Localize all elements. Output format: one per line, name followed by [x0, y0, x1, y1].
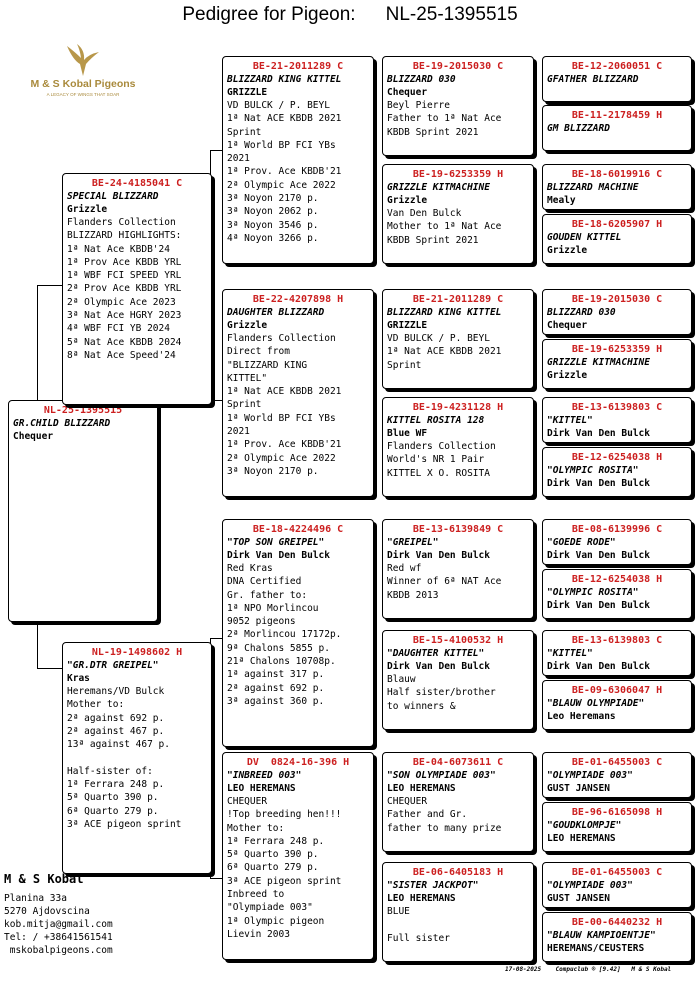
pigeon-name: "GREIPEL" — [387, 537, 439, 548]
pigeon-name: GRIZZLE KITMACHINE — [387, 182, 490, 193]
ring-number: BE-18-4224496 C — [252, 524, 344, 535]
pigeon-card-g3 — [542, 164, 692, 210]
pigeon-detail: 5ª Quarto 390 p. — [227, 849, 319, 861]
pigeon-name: "TOP SON GREIPEL" — [227, 537, 325, 548]
pigeon-detail: CHEQUER — [227, 796, 268, 807]
ring-number: BE-13-6139849 C — [412, 524, 504, 535]
pigeon-name: GRIZZLE KITMACHINE — [547, 357, 650, 368]
pigeon-name: GR.CHILD BLIZZARD — [13, 418, 111, 429]
pigeon-detail: 1ª Prov Ace KBDB YRL — [67, 256, 182, 268]
pigeon-name: SPECIAL BLIZZARD — [67, 191, 159, 202]
pigeon-color: Grizzle — [387, 195, 428, 206]
owner-address — [4, 873, 113, 957]
pigeon-name: KITTEL ROSITA 128 — [387, 415, 485, 426]
owner-phone: Tel: / +38641561541 — [4, 932, 113, 943]
pigeon-card-g14 — [542, 802, 692, 852]
pigeon-detail: BLUE — [387, 906, 410, 917]
pigeon-detail: Mother to: — [227, 822, 285, 834]
pigeon-card-g15 — [542, 862, 692, 908]
pigeon-color: Leo Heremans — [547, 711, 616, 722]
title-ring: NL-25-1395515 — [385, 4, 518, 25]
pigeon-detail — [387, 918, 529, 931]
pigeon-detail: 1ª Nat ACE KBDB 2021 — [227, 386, 342, 398]
ring-number: BE-19-2015030 C — [571, 294, 663, 305]
pigeon-detail: 2021 — [227, 426, 250, 438]
owner-name: M & S Kobal — [4, 872, 84, 886]
ring-number: BE-13-6139803 C — [571, 635, 663, 646]
logo-tagline: A LEGACY OF WINGS THAT SOAR — [46, 92, 120, 97]
pigeon-color: GRIZZLE — [227, 87, 268, 98]
pigeon-card-g12 — [542, 680, 692, 730]
pigeon-name: DAUGHTER BLIZZARD — [227, 307, 325, 318]
ring-number: DV 0824-16-396 H — [246, 757, 350, 768]
pigeon-color: LEO HEREMANS — [227, 783, 296, 794]
ring-number: BE-21-2011289 C — [252, 61, 344, 72]
pigeon-detail: Gr. father to: — [227, 589, 308, 601]
pigeon-color: GRIZZLE — [387, 320, 428, 331]
pigeon-detail: 2ª Morlincou 17172p. — [227, 629, 342, 641]
pigeon-color: HEREMANS/CEUSTERS — [547, 943, 645, 954]
pigeon-name: GFATHER BLIZZARD — [547, 74, 639, 85]
pigeon-detail: !Top breeding hen!!! — [227, 809, 342, 821]
pigeon-detail: Direct from — [227, 346, 290, 358]
pigeon-detail: 3ª against 360 p. — [227, 695, 325, 707]
pigeon-detail: 1ª Nat ACE KBDB 2021 — [387, 346, 502, 358]
pigeon-card-ss — [222, 56, 374, 264]
pigeon-detail: 4ª WBF FCI YB 2024 — [67, 323, 170, 335]
pigeon-card-sds — [382, 289, 534, 389]
pigeon-detail: Half sister/brother — [387, 687, 496, 699]
ring-number: BE-06-6405183 H — [412, 867, 504, 878]
pigeon-card-g6 — [542, 339, 692, 389]
pigeon-card-g13 — [542, 752, 692, 798]
pigeon-color: GUST JANSEN — [547, 893, 610, 904]
pigeon-detail: 6ª Quarto 279 p. — [227, 862, 319, 874]
pigeon-detail: 1ª Olympic pigeon — [227, 915, 325, 927]
pigeon-detail: Flanders Collection — [67, 217, 176, 228]
pigeon-detail: KBDB Sprint 2021 — [387, 234, 479, 246]
pigeon-name: "OLYMPIC ROSITA" — [547, 587, 639, 598]
pigeon-card-sss — [382, 56, 534, 156]
ring-number: BE-01-6455003 C — [571, 867, 663, 878]
pigeon-color: Dirk Van Den Bulck — [547, 478, 650, 489]
pigeon-color: Dirk Van Den Bulck — [387, 661, 490, 672]
pigeon-name: "KITTEL" — [547, 648, 593, 659]
pigeon-name: "OLYMPIADE 003" — [547, 770, 633, 781]
footer: 17-08-2025 Compuclub ® [9.42] M & S Kobal — [505, 966, 672, 973]
pigeon-card-g1 — [542, 56, 692, 102]
pigeon-card-dam — [62, 642, 212, 874]
pigeon-detail: 13ª against 467 p. — [67, 739, 170, 751]
pigeon-detail: Half-sister of: — [67, 765, 153, 777]
pigeon-detail: 3ª Noyon 3546 p. — [227, 219, 319, 231]
pigeon-detail: 5ª Nat Ace KBDB 2024 — [67, 336, 182, 348]
pigeon-name: "OLYMPIC ROSITA" — [547, 465, 639, 476]
pigeon-detail: 9ª Chalons 5855 p. — [227, 642, 330, 654]
pigeon-detail: Flanders Collection — [227, 333, 336, 344]
pigeon-detail: CHEQUER — [387, 796, 428, 807]
pigeon-detail: KITTEL X O. ROSITA — [387, 467, 490, 479]
pigeon-detail: Flanders Collection — [387, 441, 496, 452]
pigeon-detail: 9052 pigeons — [227, 616, 296, 628]
ring-number: BE-22-4207898 H — [252, 294, 344, 305]
pigeon-detail: Beyl Pierre — [387, 100, 450, 111]
pigeon-color: Dirk Van Den Bulck — [387, 550, 490, 561]
pigeon-detail: 1ª Prov. Ace KBDB'21 — [227, 166, 342, 178]
pigeon-card-g9 — [542, 519, 692, 565]
connector — [37, 668, 62, 669]
ring-number: BE-15-4100532 H — [412, 635, 504, 646]
owner-website: mskobalpigeons.com — [4, 945, 113, 956]
ring-number: BE-18-6019916 C — [571, 169, 663, 180]
pigeon-detail: 1ª World BP FCI YBs — [227, 139, 336, 151]
pigeon-card-ddd — [382, 862, 534, 962]
pigeon-card-ssd — [382, 164, 534, 264]
pigeon-color: Dirk Van Den Bulck — [547, 428, 650, 439]
pigeon-color: Blue WF — [387, 428, 428, 439]
connector — [210, 150, 222, 151]
pigeon-detail: 8ª Nat Ace Speed'24 — [67, 349, 176, 361]
pigeon-detail: 1ª Ferrara 248 p. — [227, 835, 325, 847]
title-label: Pedigree for Pigeon: — [182, 4, 356, 25]
pigeon-detail: 1ª Nat Ace KBDB'24 — [67, 243, 170, 255]
ring-number: BE-01-6455003 C — [571, 757, 663, 768]
pigeon-detail: 5ª Quarto 390 p. — [67, 792, 159, 804]
pigeon-detail: 1ª Prov. Ace KBDB'21 — [227, 439, 342, 451]
pigeon-card-g8 — [542, 447, 692, 497]
pigeon-color: GUST JANSEN — [547, 783, 610, 794]
pigeon-detail: KBDB Sprint 2021 — [387, 126, 479, 138]
pigeon-name: BLIZZARD KING KITTEL — [227, 74, 342, 85]
pigeon-detail: 2ª Olympic Ace 2022 — [227, 179, 336, 191]
ring-number: BE-19-6253359 H — [412, 169, 504, 180]
pigeon-detail: Red Kras — [227, 563, 273, 574]
pigeon-detail: 3ª ACE pigeon sprint — [227, 875, 342, 887]
pigeon-card-g11 — [542, 630, 692, 676]
pigeon-name: "BLAUW OLYMPIADE" — [547, 698, 645, 709]
pigeon-card-g10 — [542, 569, 692, 619]
pigeon-color: LEO HEREMANS — [547, 833, 616, 844]
pigeon-name: "SISTER JACKPOT" — [387, 880, 479, 891]
pigeon-color: LEO HEREMANS — [387, 783, 456, 794]
pigeon-detail: "BLIZZARD KING — [227, 359, 308, 371]
pigeon-name: "INBREED 003" — [227, 770, 302, 781]
pigeon-card-g16 — [542, 912, 692, 962]
ring-number: BE-08-6139996 C — [571, 524, 663, 535]
pigeon-detail: 1ª WBF FCI SPEED YRL — [67, 270, 182, 282]
pigeon-detail: 3ª Nat Ace HGRY 2023 — [67, 310, 182, 322]
pigeon-detail: Father and Gr. — [387, 809, 468, 821]
logo-name: M & S Kobal Pigeons — [30, 78, 136, 90]
pigeon-card-g5 — [542, 289, 692, 335]
logo — [28, 40, 138, 100]
pigeon-color: Dirk Van Den Bulck — [547, 550, 650, 561]
pigeon-name: "GOUDKLOMPJE" — [547, 820, 622, 831]
pigeon-detail: 1ª against 317 p. — [227, 669, 325, 681]
ring-number: BE-11-2178459 H — [571, 110, 663, 121]
ring-number: NL-25-1395515 — [43, 405, 123, 416]
pigeon-detail: Van Den Bulck — [387, 208, 462, 219]
pigeon-detail: 1ª Nat ACE KBDB 2021 — [227, 113, 342, 125]
pigeon-color: Grizzle — [547, 370, 588, 381]
pigeon-card-sire — [62, 173, 212, 405]
pigeon-color: Dirk Van Den Bulck — [227, 550, 330, 561]
pigeon-detail: 4ª Noyon 3266 p. — [227, 232, 319, 244]
pigeon-detail: VD BULCK / P. BEYL — [227, 100, 330, 111]
pigeon-detail: 1ª Ferrara 248 p. — [67, 779, 165, 791]
pigeon-detail: VD BULCK / P. BEYL — [387, 333, 490, 344]
pigeon-detail: Mother to: — [67, 699, 125, 711]
pigeon-card-dd — [222, 752, 374, 960]
pigeon-detail: 2ª Olympic Ace 2023 — [67, 296, 176, 308]
pigeon-color: Chequer — [387, 87, 428, 98]
pigeon-detail: 2ª against 692 p. — [67, 712, 165, 724]
ring-number: BE-00-6440232 H — [571, 917, 663, 928]
pigeon-detail: Sprint — [227, 399, 262, 411]
pigeon-name: BLIZZARD MACHINE — [547, 182, 639, 193]
ring-number: BE-19-4231128 H — [412, 402, 504, 413]
pigeon-detail: 2021 — [227, 153, 250, 165]
pigeon-card-g4 — [542, 214, 692, 264]
ring-number: BE-24-4185041 C — [91, 178, 183, 189]
pigeon-detail: to winners & — [387, 700, 456, 712]
pigeon-detail: Inbreed to — [227, 889, 285, 901]
pigeon-card-sdd — [382, 397, 534, 497]
pigeon-detail: 1ª NPO Morlincou — [227, 602, 319, 614]
pigeon-name: "KITTEL" — [547, 415, 593, 426]
pigeon-detail: Winner of 6ª NAT Ace — [387, 576, 502, 588]
pigeon-detail: 1ª World BP FCI YBs — [227, 412, 336, 424]
connector — [37, 285, 38, 400]
pigeon-color: Dirk Van Den Bulck — [547, 661, 650, 672]
pigeon-name: BLIZZARD KING KITTEL — [387, 307, 502, 318]
ring-number: BE-13-6139803 C — [571, 402, 663, 413]
pigeon-name: "DAUGHTER KITTEL" — [387, 648, 485, 659]
pigeon-name: BLIZZARD 030 — [387, 74, 456, 85]
pigeon-color: Grizzle — [227, 320, 268, 331]
ring-number: BE-09-6306047 H — [571, 685, 663, 696]
connector — [37, 285, 62, 286]
ring-number: BE-21-2011289 C — [412, 294, 504, 305]
pigeon-name: "BLAUW KAMPIOENTJE" — [547, 930, 656, 941]
dove-icon — [63, 42, 103, 78]
pigeon-detail: Blauw — [387, 674, 416, 685]
ring-number: NL-19-1498602 H — [91, 647, 183, 658]
pigeon-card-g7 — [542, 397, 692, 443]
pigeon-detail: Heremans/VD Bulck — [67, 686, 165, 697]
pigeon-detail: "Olympiade 003" — [227, 902, 313, 914]
connector — [210, 878, 222, 879]
pigeon-detail: Full sister — [387, 932, 450, 944]
pigeon-detail: 2ª Olympic Ace 2022 — [227, 452, 336, 464]
ring-number: BE-12-6254038 H — [571, 574, 663, 585]
pigeon-name: "OLYMPIADE 003" — [547, 880, 633, 891]
pigeon-name: "SON OLYMPIADE 003" — [387, 770, 496, 781]
pigeon-card-dss — [382, 519, 534, 619]
owner-email: kob.mitja@gmail.com — [4, 919, 113, 930]
pigeon-detail — [67, 751, 207, 764]
ring-number: BE-19-6253359 H — [571, 344, 663, 355]
ring-number: BE-04-6073611 C — [412, 757, 504, 768]
pigeon-detail: BLIZZARD HIGHLIGHTS: — [67, 230, 182, 242]
pigeon-detail: World's NR 1 Pair — [387, 454, 485, 466]
pigeon-detail: father to many prize — [387, 822, 502, 834]
pigeon-detail: DNA Certified — [227, 576, 302, 588]
pigeon-detail: 6ª Quarto 279 p. — [67, 805, 159, 817]
pigeon-card-g2 — [542, 105, 692, 151]
pigeon-detail: 3ª Noyon 2170 p. — [227, 465, 319, 477]
pigeon-detail: KITTEL" — [227, 372, 268, 384]
pigeon-card-subject — [8, 400, 158, 622]
pigeon-detail: 3ª ACE pigeon sprint — [67, 818, 182, 830]
pigeon-detail: Sprint — [227, 126, 262, 138]
ring-number: BE-19-2015030 C — [412, 61, 504, 72]
pigeon-color: LEO HEREMANS — [387, 893, 456, 904]
pigeon-color: Dirk Van Den Bulck — [547, 600, 650, 611]
pigeon-card-dds — [382, 752, 534, 852]
ring-number: BE-12-6254038 H — [571, 452, 663, 463]
pigeon-detail: 2ª against 467 p. — [67, 725, 165, 737]
page-title — [0, 4, 700, 26]
pigeon-detail: Mother to 1ª Nat Ace — [387, 221, 502, 233]
ring-number: BE-18-6205907 H — [571, 219, 663, 230]
pigeon-name: GM BLIZZARD — [547, 123, 610, 134]
pigeon-card-dsd — [382, 630, 534, 730]
pigeon-name: "GR.DTR GREIPEL" — [67, 660, 159, 671]
pigeon-detail: Father to 1ª Nat Ace — [387, 113, 502, 125]
pigeon-name: BLIZZARD 030 — [547, 307, 616, 318]
pigeon-color: Grizzle — [547, 245, 588, 256]
pigeon-card-ds — [222, 519, 374, 747]
pigeon-color: Chequer — [547, 320, 588, 331]
pigeon-name: GOUDEN KITTEL — [547, 232, 622, 243]
pigeon-color: Kras — [67, 673, 90, 684]
ring-number: BE-96-6165098 H — [571, 807, 663, 818]
owner-line: 5270 Ajdovscina — [4, 906, 90, 917]
pigeon-color: Chequer — [13, 431, 54, 442]
pigeon-name: "GOEDE RODE" — [547, 537, 616, 548]
pigeon-detail: 2ª Prov Ace KBDB YRL — [67, 283, 182, 295]
connector — [210, 638, 222, 639]
pigeon-detail: KBDB 2013 — [387, 589, 439, 601]
pigeon-detail: 3ª Noyon 2062 p. — [227, 206, 319, 218]
pigeon-card-sd — [222, 289, 374, 497]
ring-number: BE-12-2060051 C — [571, 61, 663, 72]
pigeon-detail: Red wf — [387, 563, 422, 574]
pigeon-detail: Lievin 2003 — [227, 928, 290, 940]
pigeon-detail: Sprint — [387, 359, 422, 371]
owner-line: Planina 33a — [4, 893, 67, 904]
pigeon-detail: 21ª Chalons 10708p. — [227, 656, 336, 668]
pigeon-color: Mealy — [547, 195, 576, 206]
pigeon-color: Grizzle — [67, 204, 108, 215]
connector — [37, 623, 38, 668]
pigeon-detail: 3ª Noyon 2170 p. — [227, 193, 319, 205]
pigeon-detail: 2ª against 692 p. — [227, 682, 325, 694]
